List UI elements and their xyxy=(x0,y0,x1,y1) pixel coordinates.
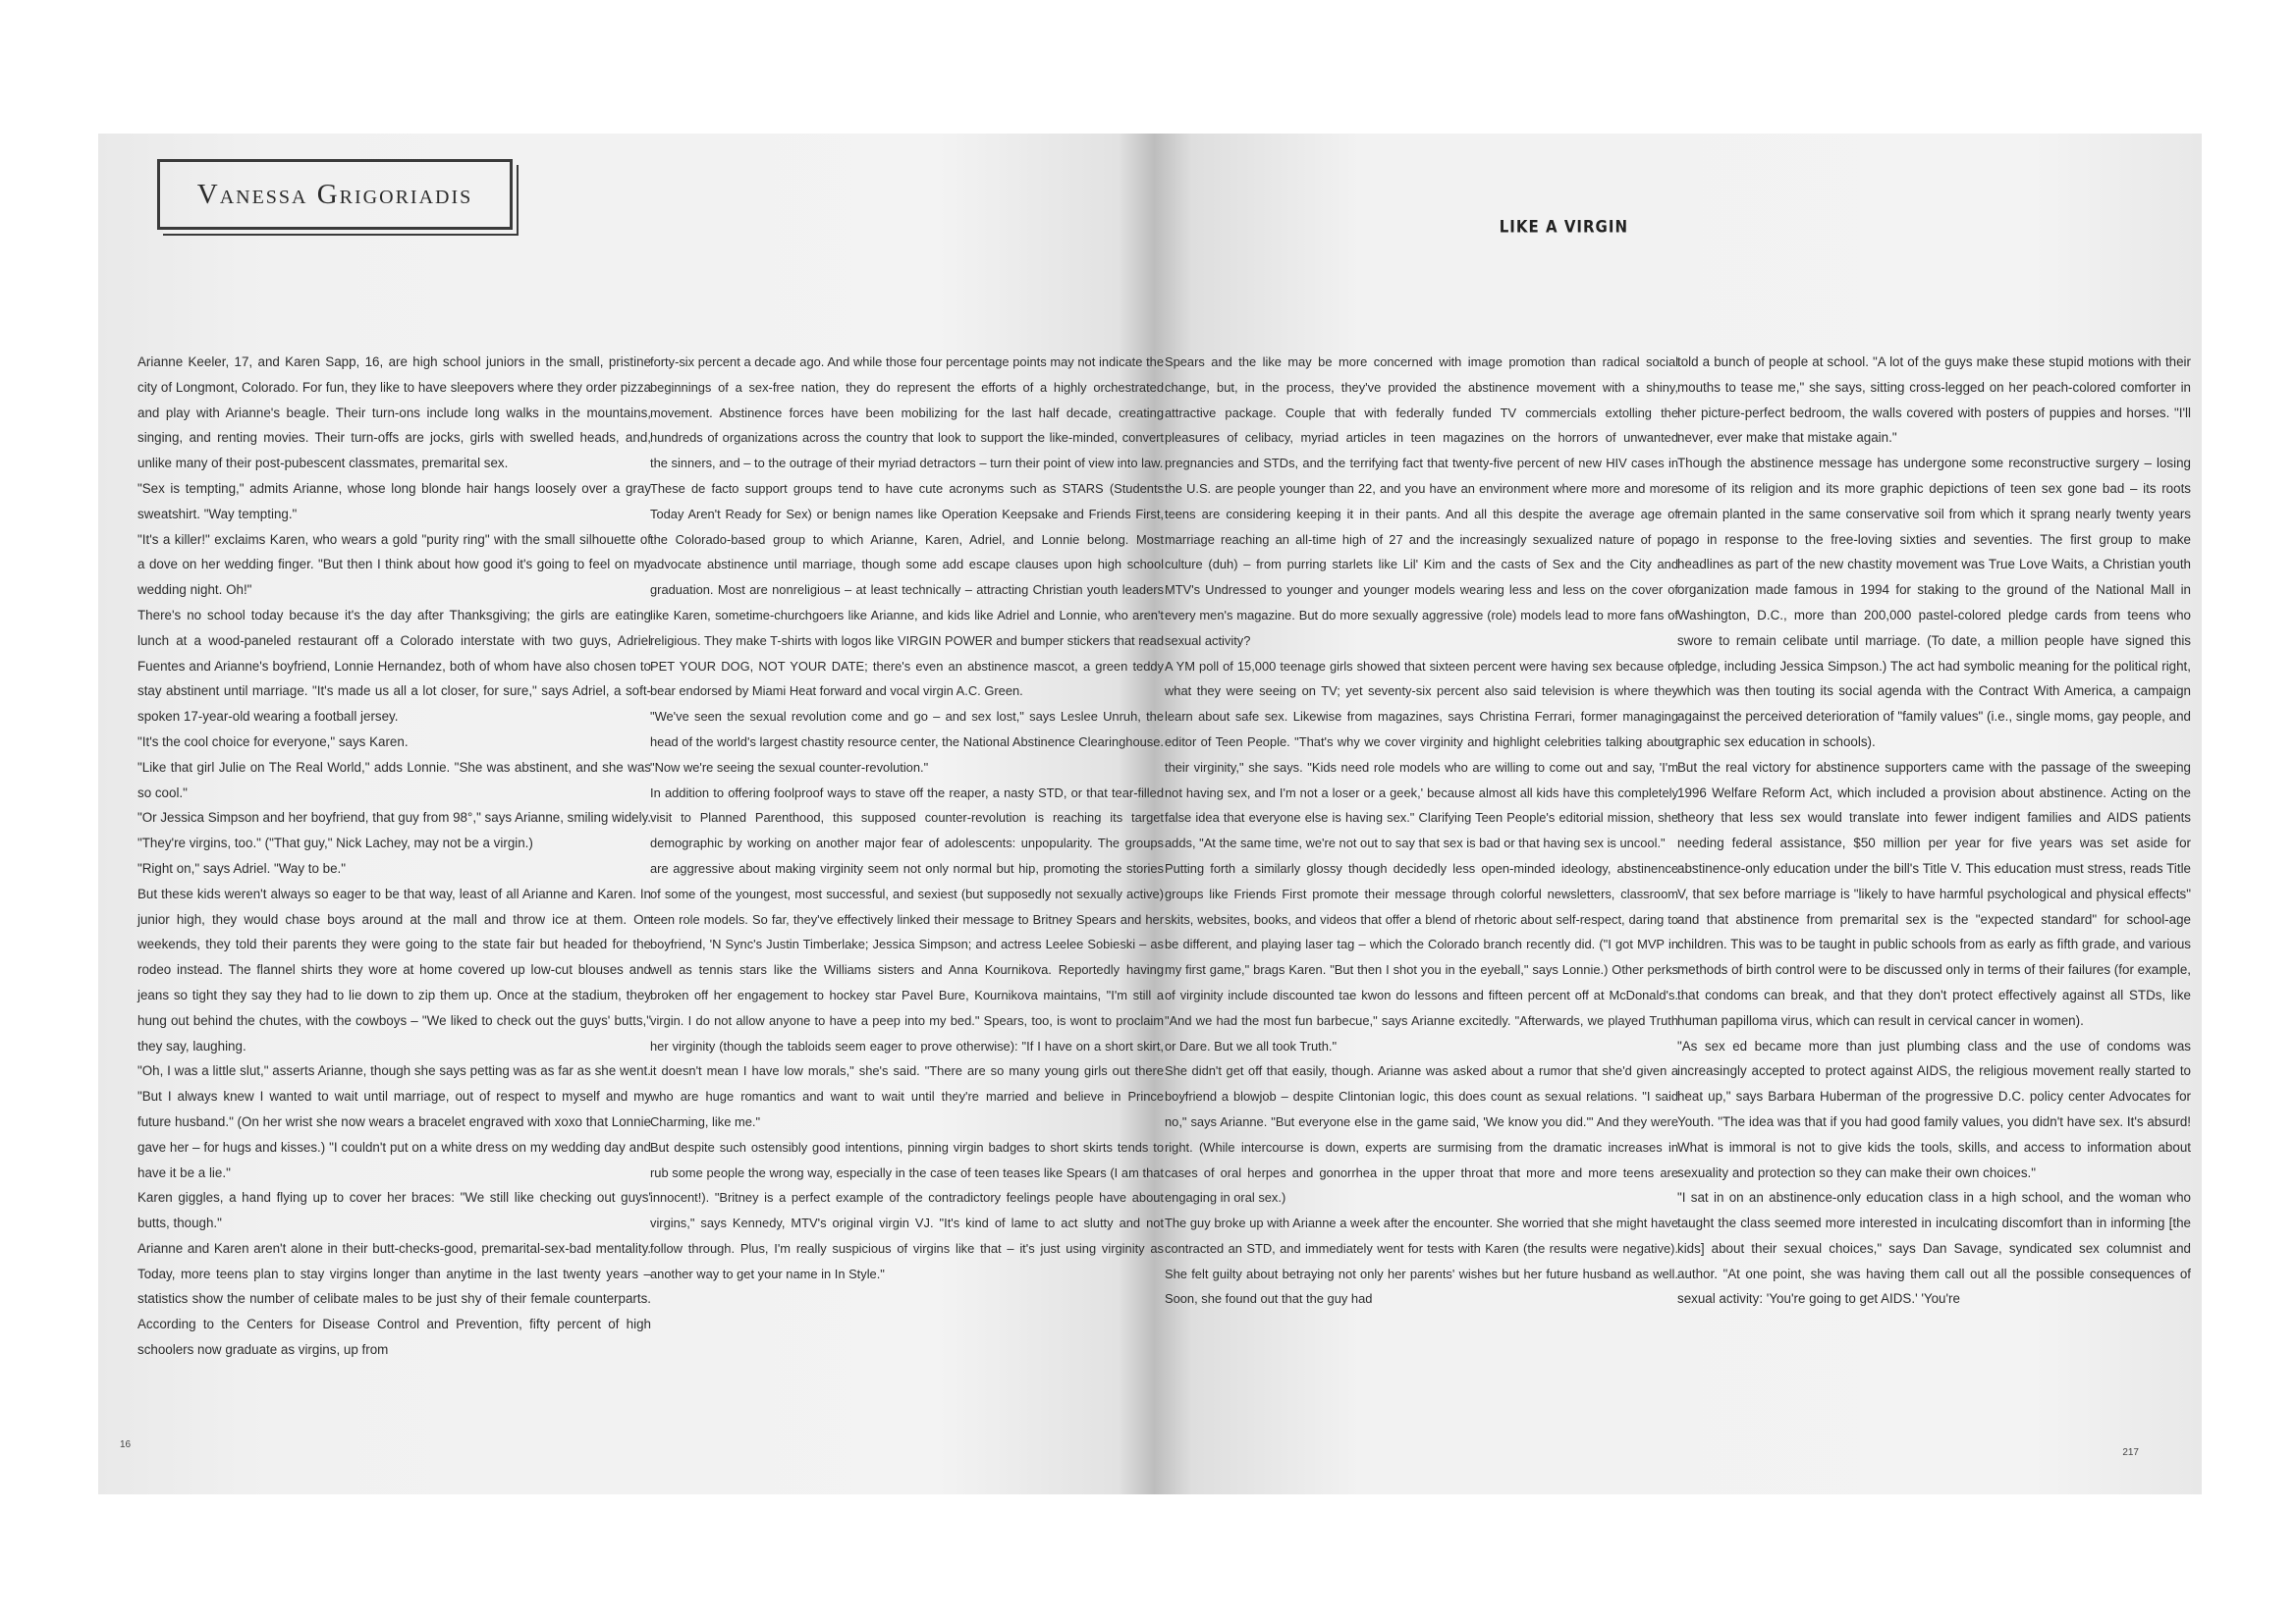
column-2 xyxy=(650,350,1164,1286)
paragraph: Spears and the like may be more concerned with image promotion than radical social change, but, in the process, they've provided the abstinence movement with a shiny, attractive package. Couple that with federally funded TV commercials extolling the pleasures of celibacy, myriad articles in teen magazines on the horrors of unwanted pregnancies and STDs, and the terrifying fact that twenty-five percent of new HIV cases in the U.S. are people younger than 22, and you have an environment where more and more teens are considering keeping it in their pants. And all this despite the average age of marriage reaching an all-time high of 27 and the increasingly sexualized nature of pop culture (duh) – from purring starlets like Lil' Kim and the casts of Sex and the City and MTV's Undressed to younger and younger models wearing less and less on the cover of every men's magazine. But do more sexually aggressive (role) models lead to more fans of sexual activity? xyxy=(1165,354,1678,648)
page-number-left: 16 xyxy=(120,1439,132,1450)
paragraph: "Oh, I was a little slut," asserts Arianne, though she says petting was as far as she went. "But I always knew I wanted to wait until marriage, out of respect to myself and my future husband." (On her wrist she now wears a bracelet engraved with xoxo that Lonnie gave her – for hugs and kisses.) "I couldn't put on a white dress on my wedding day and have it be a lie." xyxy=(137,1063,651,1180)
paragraph: In addition to offering foolproof ways to stave off the reaper, a nasty STD, or that tear-filled visit to Planned Parenthood, this supposed counter-revolution is reaching its target demographic by working on another major fear of adolescents: unpopularity. The groups are aggressive about making virginity seem not only normal but hip, promoting the stories of some of the youngest, most successful, and sexiest (but supposedly not sexually active) teen role models. So far, they've effectively linked their message to Britney Spears and her boyfriend, 'N Sync's Justin Timberlake; Jessica Simpson; and actress Leelee Sobieski – as well as tennis stars like the Williams sisters and Anna Kournikova. Reportedly having broken off her engagement to hockey star Pavel Bure, Kournikova maintains, "I'm still a virgin. I do not allow anyone to have a peep into my bed." Spears, too, is wont to proclaim her virginity (though the tabloids seem eager to prove otherwise): "If I have on a short skirt, it doesn't mean I have low morals," she's said. "There are so many young girls out there who are huge romantics and want to wait until they're married and believe in Prince Charming, like me." xyxy=(650,784,1164,1129)
paragraph: But the real victory for abstinence supporters came with the passage of the sweeping 1996 Welfare Reform Act, which included a provision about abstinence. Acting on the theory that less sex would translate into fewer indigent families and AIDS patients needing federal assistance, $50 million per year for five years was set aside for abstinence-only education under the bill's Title V. This education must stress, reads Title V, that sex before marriage is "likely to have harmful psychological and physical effects" and that abstinence from premarital sex is the "expected standard" for school-age children. This was to be taught in public schools from as early as fifth grade, and various methods of birth control were to be discussed only in terms of their failures (for example, that condoms can break, and that they don't protect effectively against all STDs, like human papilloma virus, which can result in cervical cancer in women). xyxy=(1677,759,2191,1028)
paragraph: "We've seen the sexual revolution come and go – and sex lost," says Leslee Unruh, the head of the world's largest chastity resource center, the National Abstinence Clearinghouse. "Now we're seeing the sexual counter-revolution." xyxy=(650,709,1164,775)
paragraph: told a bunch of people at school. "A lot of the guys make these stupid motions with their mouths to tease me," she says, sitting cross-legged on her peach-colored comforter in her picture-perfect bedroom, the walls covered with posters of puppies and horses. "I'll never, ever make that mistake again." xyxy=(1677,354,2191,446)
paragraph: The guy broke up with Arianne a week after the encounter. She worried that she might have contracted an STD, and immediately went for tests with Karen (the results were negative). She felt guilty about betraying not only her parents' wishes but her future husband as well. Soon, she found out that the guy had xyxy=(1165,1216,1678,1307)
author-name: Vanessa Grigoriadis xyxy=(196,178,473,210)
column-4 xyxy=(1677,350,2191,1312)
paragraph: Arianne and Karen aren't alone in their butt-checks-good, premarital-sex-bad mentality. Today, more teens plan to stay virgins longer than anytime in the last twenty years – statistics show the number of celibate males to be just shy of their female counterparts. According to the Centers for Disease Control and Prevention, fifty percent of high schoolers now graduate as virgins, up from xyxy=(137,1240,651,1358)
column-3 xyxy=(1165,350,1678,1312)
paragraph: But these kids weren't always so eager to be that way, least of all Arianne and Karen. In junior high, they would chase boys around at the mall and throw ice at them. On weekends, they told their parents they were going to the state fair but headed for the rodeo instead. The flannel shirts they wore at home covered up low-cut blouses and jeans so tight they say they had to lie down to zip them up. Once at the stadium, they hung out behind the chutes, with the cowboys – "We liked to check out the guys' butts," they say, laughing. xyxy=(137,886,651,1054)
paragraph: "As sex ed became more than just plumbing class and the use of condoms was increasingly accepted to protect against AIDS, the religious movement really started to heat up," says Barbara Huberman of the progressive D.C. policy center Advocates for Youth. "The idea was that if you had good family values, you didn't have sex. It's absurd! What is immoral is not to give kids the tools, skills, and access to information about sexuality and protection so they can make their own choices." xyxy=(1677,1038,2191,1180)
paragraph: "Or Jessica Simpson and her boyfriend, that guy from 98°," says Arianne, smiling widely. "They're virgins, too." ("That guy," Nick Lachey, may not be a virgin.) xyxy=(137,810,651,851)
paragraph: "It's a killer!" exclaims Karen, who wears a gold "purity ring" with the small silhouette of a dove on her wedding finger. "But then I think about how good it's going to feel on my wedding night. Oh!" xyxy=(137,531,651,598)
paragraph: "It's the cool choice for everyone," says Karen. xyxy=(137,733,409,749)
paragraph: A YM poll of 15,000 teenage girls showed that sixteen percent were having sex because of what they were seeing on TV; yet seventy-six percent also said television is where they learn about safe sex. Likewise from magazines, says Christina Ferrari, former managing editor of Teen People. "That's why we cover virginity and highlight celebrities talking about their virginity," she says. "Kids need role models who are willing to come out and say, 'I'm not having sex, and I'm not a loser or a geek,' because almost all kids have this completely false idea that everyone else is having sex." Clarifying Teen People's editorial mission, she adds, "At the same time, we're not out to say that sex is bad or that having sex is uncool." xyxy=(1165,658,1678,851)
page-number-right: 217 xyxy=(2122,1447,2139,1458)
paragraph: But despite such ostensibly good intentions, pinning virgin badges to short skirts tends to rub some people the wrong way, especially in the case of teen teases like Spears (I am that innocent!). "Britney is a perfect example of the contradictory feelings people have about virgins," says Kennedy, MTV's original virgin VJ. "It's kind of lame to act slutty and not follow through. Plus, I'm really suspicious of virgins like that – it's just using virginity as another way to get your name in In Style." xyxy=(650,1139,1164,1281)
paragraph: Arianne Keeler, 17, and Karen Sapp, 16, are high school juniors in the small, pristine city of Longmont, Colorado. For fun, they like to have sleepovers where they order pizza and play with Arianne's beagle. Their turn-ons include long walks in the mountains, singing, and renting movies. Their turn-offs are jocks, girls with swelled heads, and, unlike many of their post-pubescent classmates, premarital sex. xyxy=(137,354,651,471)
paragraph: forty-six percent a decade ago. And while those four percentage points may not indicate the beginnings of a sex-free nation, they do represent the efforts of a highly orchestrated movement. Abstinence forces have been mobilizing for the last half decade, creating hundreds of organizations across the country that look to support the like-minded, convert the sinners, and – to the outrage of their myriad detractors – turn their point of view into law. xyxy=(650,354,1164,471)
author-name-box xyxy=(157,159,513,230)
paragraph: "Sex is tempting," admits Arianne, whose long blonde hair hangs loosely over a gray sweatshirt. "Way tempting." xyxy=(137,480,651,521)
book-spread xyxy=(98,134,2202,1494)
paragraph: She didn't get off that easily, though. Arianne was asked about a rumor that she'd given a boyfriend a blowjob – despite Clintonian logic, this does count as sexual relations. "I said no," says Arianne. "But everyone else in the game said, 'We know you did.'" And they were right. (While intercourse is down, experts are surmising from the dramatic increases in cases of oral herpes and gonorrhea in the upper throat that more and more teens are engaging in oral sex.) xyxy=(1165,1063,1678,1206)
paragraph: "I sat in on an abstinence-only education class in a high school, and the woman who taught the class seemed more interested in inculcating discomfort than in informing [the kids] about their sexual choices," says Dan Savage, syndicated sex columnist and author. "At one point, she was having them call out all the possible consequences of sexual activity: 'You're going to get AIDS.' 'You're xyxy=(1677,1190,2191,1307)
paragraph: "Like that girl Julie on The Real World," adds Lonnie. "She was abstinent, and she was so cool." xyxy=(137,759,651,800)
paragraph: These de facto support groups tend to have cute acronyms such as STARS (Students Today Aren't Ready for Sex) or benign names like Operation Keepsake and Friends First, the Colorado-based group to which Arianne, Karen, Adriel, and Lonnie belong. Most advocate abstinence until marriage, though some add escape clauses upon high school graduation. Most are nonreligious – at least technically – attracting Christian youth leaders like Karen, sometime-churchgoers like Arianne, and kids like Adriel and Lonnie, who aren't religious. They make T-shirts with logos like VIRGIN POWER and bumper stickers that read PET YOUR DOG, NOT YOUR DATE; there's even an abstinence mascot, a green teddy bear endorsed by Miami Heat forward and vocal virgin A.C. Green. xyxy=(650,480,1164,699)
paragraph: Putting forth a similarly glossy though decidedly less open-minded ideology, abstinence groups like Friends First promote their message through colorful newsletters, classroom skits, websites, books, and videos that offer a blend of rhetoric about self-respect, daring to be different, and playing laser tag – which the Colorado branch recently did. ("I got MVP in my first game," brags Karen. "But then I shot you in the eyeball," says Lonnie.) Other perks of virginity include discounted tae kwon do lessons and fifteen percent off at McDonald's. "And we had the most fun barbecue," says Arianne excitedly. "Afterwards, we played Truth or Dare. But we all took Truth." xyxy=(1165,860,1678,1054)
paragraph: Karen giggles, a hand flying up to cover her braces: "We still like checking out guys' butts, though." xyxy=(137,1190,651,1231)
paragraph: There's no school today because it's the day after Thanksgiving; the girls are eating lunch at a wood-paneled restaurant off a Colorado interstate with two guys, Adriel Fuentes and Arianne's boyfriend, Lonnie Hernandez, both of whom have also chosen to stay abstinent until marriage. "It's made us all a lot closer, for sure," says Adriel, a soft-spoken 17-year-old wearing a football jersey. xyxy=(137,607,651,725)
column-1 xyxy=(137,350,651,1363)
running-head: LIKE A VIRGIN xyxy=(1499,216,1628,238)
paragraph: "Right on," says Adriel. "Way to be." xyxy=(137,860,347,876)
paragraph: Though the abstinence message has undergone some reconstructive surgery – losing some of its religion and its more graphic depictions of teen sex gone bad – its roots remain planted in the same conservative soil from which it sprang nearly twenty years ago in response to the free-loving sixties and seventies. The first group to make headlines as part of the new chastity movement was True Love Waits, a Christian youth organization made famous in 1994 for staking to the ground of the National Mall in Washington, D.C., more than 200,000 pastel-colored pledge cards from teens who swore to remain celibate until marriage. (To date, a million people have signed this pledge, including Jessica Simpson.) The act had symbolic meaning for the political right, which was then touting its social agenda with the Contract With America, a campaign against the perceived deterioration of "family values" (i.e., single moms, gay people, and graphic sex education in schools). xyxy=(1677,456,2191,749)
